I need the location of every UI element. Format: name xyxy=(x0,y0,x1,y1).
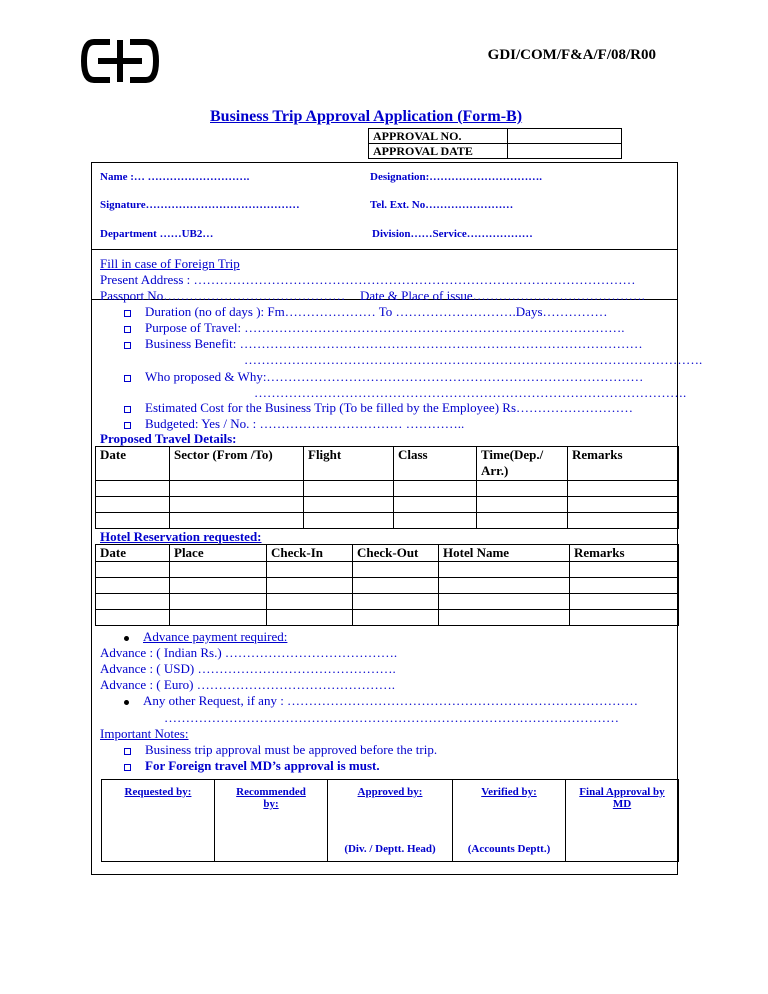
verified-by-subtitle: (Accounts Deptt.) xyxy=(467,843,551,855)
purpose-field[interactable]: Purpose of Travel: ……………………………………………………………………………. xyxy=(124,320,625,336)
foreign-trip-heading: Fill in case of Foreign Trip xyxy=(100,256,240,271)
verified-by-label: Verified by: xyxy=(481,786,537,798)
square-bullet-icon xyxy=(124,342,131,349)
advance-inr-field[interactable]: Advance : ( Indian Rs.) …………………………………. xyxy=(100,645,398,660)
approval-box xyxy=(368,128,622,159)
col-date: Date xyxy=(96,545,170,562)
approval-date-field[interactable] xyxy=(508,144,622,159)
division-field[interactable]: Division……Service……………… xyxy=(372,228,533,240)
company-logo-icon xyxy=(80,36,160,86)
divider xyxy=(92,249,677,250)
table-row[interactable] xyxy=(96,562,679,578)
col-date: Date xyxy=(96,447,170,481)
table-row[interactable] xyxy=(96,610,679,626)
approved-by-cell[interactable] xyxy=(328,780,453,862)
approved-by-label: Approved by: xyxy=(357,786,423,798)
final-approval-cell[interactable] xyxy=(566,780,679,862)
duration-field[interactable]: Duration (no of days ): Fm………………… To ……………………….Days…………… xyxy=(124,304,608,320)
col-remarks: Remarks xyxy=(570,545,679,562)
verified-by-cell[interactable] xyxy=(453,780,566,862)
who-proposed-field[interactable]: Who proposed & Why:…………………………………………………………………………… xyxy=(124,369,643,385)
final-approval-label: Final Approval by MD xyxy=(579,786,665,810)
form-code: GDI/COM/F&A/F/08/R00 xyxy=(487,47,656,63)
recommended-by-label: Recommended by: xyxy=(236,786,306,810)
approval-no-label: APPROVAL NO. xyxy=(369,129,508,144)
bullet-icon xyxy=(124,636,129,641)
recommended-by-cell[interactable] xyxy=(215,780,328,862)
hotel-heading: Hotel Reservation requested: xyxy=(100,529,262,544)
col-check-out: Check-Out xyxy=(353,545,439,562)
designation-field[interactable]: Designation:…………………………. xyxy=(370,171,543,183)
square-bullet-icon xyxy=(124,406,131,413)
notes-heading: Important Notes: xyxy=(100,726,189,741)
travel-table xyxy=(95,446,679,529)
col-time: Time(Dep./ Arr.) xyxy=(477,447,568,481)
col-place: Place xyxy=(170,545,267,562)
col-check-in: Check-In xyxy=(267,545,353,562)
table-row[interactable] xyxy=(96,497,679,513)
who-proposed-continuation[interactable]: ………………………………………………………………………………………. xyxy=(254,385,687,400)
approved-by-subtitle: (Div. / Deptt. Head) xyxy=(344,843,436,855)
name-field[interactable]: Name :… ………………………. xyxy=(100,171,250,183)
estimated-cost-field[interactable]: Estimated Cost for the Business Trip (To be filled by the Employee) Rs……………………… xyxy=(124,400,633,416)
signature-field[interactable]: Signature…………………………………… xyxy=(100,199,300,211)
advance-usd-field[interactable]: Advance : ( USD) ………………………………………. xyxy=(100,661,396,676)
square-bullet-icon xyxy=(124,422,131,429)
square-bullet-icon xyxy=(124,748,131,755)
col-hotel-name: Hotel Name xyxy=(439,545,570,562)
requested-by-label: Requested by: xyxy=(124,786,192,798)
department-field[interactable]: Department ……UB2… xyxy=(100,228,214,240)
table-row[interactable] xyxy=(96,481,679,497)
tel-ext-field[interactable]: Tel. Ext. No…………………… xyxy=(370,199,514,211)
budgeted-field[interactable]: Budgeted: Yes / No. : …………………………… ………….. xyxy=(124,416,464,432)
bullet-icon xyxy=(124,700,129,705)
note-item: For Foreign travel MD’s approval is must. xyxy=(124,758,380,774)
travel-details-heading: Proposed Travel Details: xyxy=(100,431,237,446)
passport-no-field[interactable]: Passport No…………………………………… xyxy=(100,288,346,303)
signoff-table xyxy=(101,779,679,862)
benefit-field[interactable]: Business Benefit: ………………………………………………………………………………… xyxy=(124,336,643,352)
table-row[interactable] xyxy=(96,594,679,610)
table-row[interactable] xyxy=(96,513,679,529)
other-request-continuation[interactable]: …………………………………………………………………………………………… xyxy=(164,710,619,725)
requested-by-cell[interactable] xyxy=(102,780,215,862)
approval-date-label: APPROVAL DATE xyxy=(369,144,508,159)
col-sector: Sector (From /To) xyxy=(170,447,304,481)
advance-euro-field[interactable]: Advance : ( Euro) ………………………………………. xyxy=(100,677,395,692)
benefit-continuation[interactable]: ……………………………………………………………………………………………. xyxy=(244,352,703,367)
hotel-table xyxy=(95,544,679,626)
table-row[interactable] xyxy=(96,578,679,594)
passport-issue-field[interactable]: Date & Place of issue…………………………………. xyxy=(360,288,645,303)
col-remarks: Remarks xyxy=(568,447,679,481)
square-bullet-icon xyxy=(124,764,131,771)
note-item: Business trip approval must be approved before the trip. xyxy=(124,742,437,758)
form-frame xyxy=(91,162,703,875)
square-bullet-icon xyxy=(124,375,131,382)
approval-no-field[interactable] xyxy=(508,129,622,144)
col-flight: Flight xyxy=(304,447,394,481)
square-bullet-icon xyxy=(124,326,131,333)
other-request-field[interactable]: Any other Request, if any : ……………………………………………………………………… xyxy=(124,693,638,709)
advance-heading: Advance payment required: xyxy=(124,629,287,645)
square-bullet-icon xyxy=(124,310,131,317)
col-class: Class xyxy=(394,447,477,481)
present-address-field[interactable]: Present Address : ………………………………………………………………………………………… xyxy=(100,272,636,287)
form-title: Business Trip Approval Application (Form-B) xyxy=(210,108,523,125)
